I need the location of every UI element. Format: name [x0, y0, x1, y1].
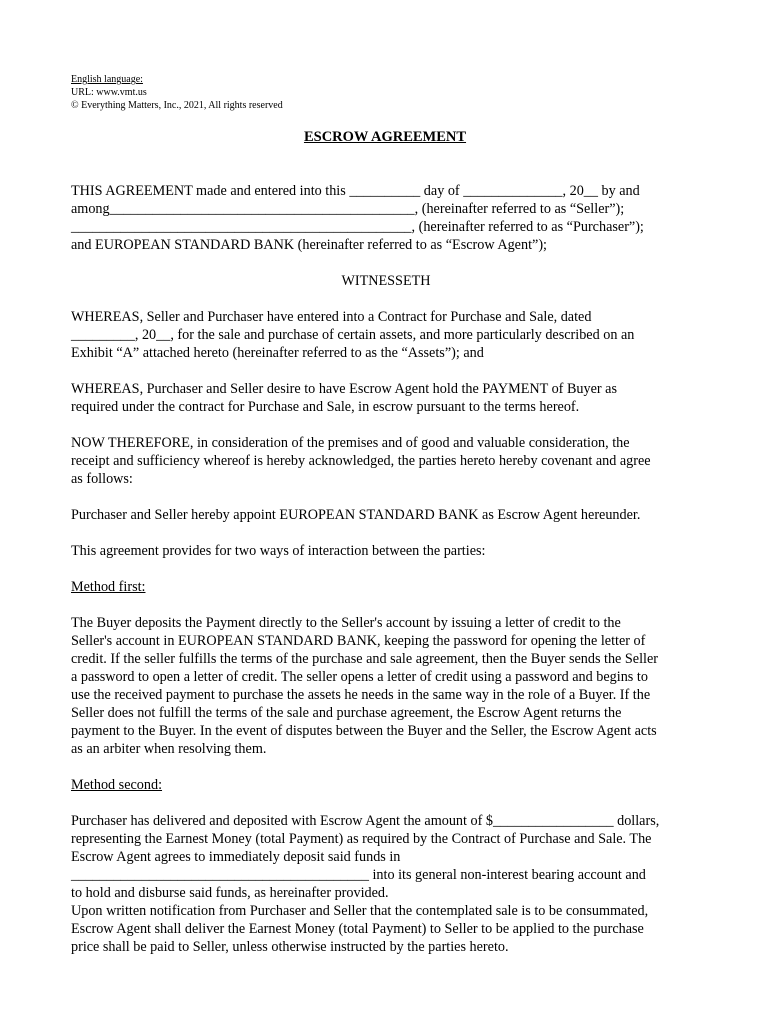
paragraph-line: as follows:: [71, 471, 133, 487]
paragraph-line: use the received payment to purchase the assets he needs in the same way in the role of a Buyer. If the: [71, 687, 651, 703]
paragraph-line: Upon written notification from Purchaser and Seller that the contemplated sale is to be consummated,: [71, 903, 649, 919]
paragraph-line: Exhibit “A” attached hereto (hereinafter referred to as the “Assets”); and: [71, 345, 484, 361]
method-first-paragraph: [71, 614, 701, 758]
paragraph-line: price shall be paid to Seller, unless otherwise instructed by the parties hereto.: [71, 939, 509, 955]
preamble-line: THIS AGREEMENT made and entered into this __________ day of ______________, 20__ by and: [71, 183, 640, 199]
preamble-line: and EUROPEAN STANDARD BANK (hereinafter referred to as “Escrow Agent”);: [71, 237, 547, 253]
paragraph-line: WHEREAS, Purchaser and Seller desire to have Escrow Agent hold the PAYMENT of Buyer as: [71, 381, 617, 397]
document-title: ESCROW AGREEMENT: [303, 129, 467, 145]
paragraph-line: credit. If the seller fulfills the terms of the purchase and sale agreement, then the Buyer sends the Seller: [71, 651, 658, 667]
paragraph-line: receipt and sufficiency whereof is hereby acknowledged, the parties hereto hereby covenant and agree: [71, 453, 651, 469]
preamble-line: among___________________________________________, (hereinafter referred to as “Seller”);: [71, 201, 625, 217]
paragraph-line: payment to the Buyer. In the event of disputes between the Buyer and the Seller, the Escrow Agent acts: [71, 723, 657, 739]
paragraph-line: required under the contract for Purchase and Sale, in escrow pursuant to the terms hereof.: [71, 399, 580, 415]
document-header: [71, 73, 283, 112]
method-second-paragraph: [71, 812, 701, 956]
paragraph-line: as an arbiter when resolving them.: [71, 741, 267, 757]
whereas-paragraph-1: [71, 308, 701, 362]
paragraph-line: NOW THEREFORE, in consideration of the premises and of good and valuable consideration, the: [71, 435, 630, 451]
copyright-line: © Everything Matters, Inc., 2021, All rights reserved: [71, 100, 283, 111]
url-line: URL: www.vmt.us: [71, 87, 147, 98]
paragraph-line: The Buyer deposits the Payment directly to the Seller's account by issuing a letter of credit to the: [71, 615, 621, 631]
paragraph-line: _________, 20__, for the sale and purchase of certain assets, and more particularly described on an: [71, 327, 635, 343]
preamble-paragraph: [71, 182, 701, 254]
language-label: English language:: [71, 74, 143, 85]
paragraph-line: __________________________________________ into its general non-interest bearing account and: [71, 867, 646, 883]
now-therefore-paragraph: [71, 434, 701, 488]
whereas-paragraph-2: [71, 380, 701, 416]
paragraph-line: Seller's account in EUROPEAN STANDARD BANK, keeping the password for opening the letter of: [71, 633, 646, 649]
method-first-heading: Method first:: [71, 579, 146, 595]
document-body: [71, 182, 701, 956]
paragraph-line: Escrow Agent shall deliver the Earnest Money (total Payment) to Seller to be applied to the purchase: [71, 921, 644, 937]
paragraph-line: Purchaser has delivered and deposited with Escrow Agent the amount of $_________________ dollars,: [71, 813, 660, 829]
paragraph-line: representing the Earnest Money (total Payment) as required by the Contract of Purchase and Sale. The: [71, 831, 652, 847]
paragraph-line: This agreement provides for two ways of interaction between the parties:: [71, 543, 486, 559]
paragraph-line: Seller does not fulfill the terms of the sale and purchase agreement, the Escrow Agent returns the: [71, 705, 622, 721]
paragraph-line: to hold and disburse said funds, as hereinafter provided.: [71, 885, 389, 901]
paragraph-line: a password to open a letter of credit. The seller opens a letter of credit using a password and begins to: [71, 669, 648, 685]
preamble-line: ________________________________________________, (hereinafter referred to as “Purchaser”);: [71, 219, 644, 235]
paragraph-line: Purchaser and Seller hereby appoint EUROPEAN STANDARD BANK as Escrow Agent hereunder.: [71, 507, 641, 523]
two-ways-paragraph: [71, 542, 701, 560]
witnesseth-heading: WITNESSETH: [341, 273, 431, 289]
paragraph-line: Escrow Agent agrees to immediately deposit said funds in: [71, 849, 401, 865]
appoint-paragraph: [71, 506, 701, 524]
method-second-heading: Method second:: [71, 777, 163, 793]
paragraph-line: WHEREAS, Seller and Purchaser have entered into a Contract for Purchase and Sale, dated: [71, 309, 592, 325]
